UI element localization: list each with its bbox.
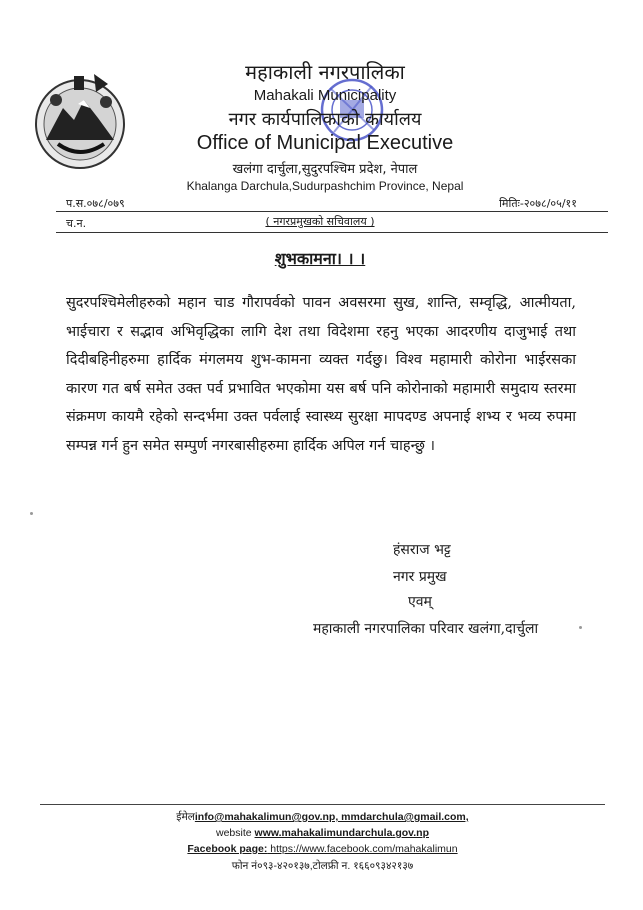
footer-divider <box>40 804 605 805</box>
scan-speck <box>579 626 582 629</box>
facebook-link[interactable]: https://www.facebook.com/mahakalimun <box>267 843 458 855</box>
municipality-name-english: Mahakali Municipality <box>253 87 397 104</box>
footer-website <box>80 827 565 839</box>
email-label: ईमेल <box>176 811 195 823</box>
facebook-label: Facebook page: <box>187 843 268 855</box>
scan-speck <box>30 512 33 515</box>
email-link[interactable]: info@mahakalimun@gov.np, mmdarchula@gmail.com, <box>194 811 469 823</box>
header-divider <box>56 211 608 212</box>
website-label: website <box>216 827 255 839</box>
footer-phone: फोन नं०९३-४२०१३७,टोलफ्री न. १६६०९३४२१३७ <box>231 860 414 872</box>
office-name-english: Office of Municipal Executive <box>196 132 454 154</box>
signatory-organization: महाकाली नगरपालिका परिवार खलंगा,दार्चुला <box>313 621 539 637</box>
reference-number: प.स.०७८/०७९ <box>66 197 125 210</box>
address-nepali: खलंगा दार्चुला,सुदुरपश्चिम प्रदेश, नेपाल <box>232 162 418 177</box>
nepal-emblem-icon <box>28 70 132 174</box>
signatory-designation: नगर प्रमुख <box>393 569 447 585</box>
header-divider-bottom <box>56 232 608 233</box>
office-name-nepali: नगर कार्यपालिकाको कार्यालय <box>228 109 422 130</box>
website-link[interactable]: www.mahakalimundarchula.gov.np <box>254 827 429 839</box>
letter-title: शुभकामना। । । <box>274 249 366 268</box>
letter-body: सुदरपश्चिमेलीहरुको महान चाड गौरापर्वको पावन अवसरमा सुख, शान्ति, सम्वृद्धि, आत्मीयता, भाईचारा र सद्भाव अभिवृद्धिका लागि देश तथा विदेशमा रहनु भएका आदरणीय दाजुभाई तथा दिदीबहिनीहरुमा हार्दिक मंगलमय शुभ-कामना व्यक्त गर्दछु। विश्व महामारी कोरोना भाईरसका कारण गत बर्ष समेत उक्त पर्व प्रभावित भएकोमा यस बर्ष पनि कोरोनाको महामारी समुदाय स्तरमा संक्रमण कायमै रहेको सन्दर्भमा उक्त पर्वलाई स्वास्थ्य सुरक्षा मापदण्ड अपनाई शभ्य र भव्य रुपमा सम्पन्न गर्न हुन समेत सम्पुर्ण नगरबासीहरुमा हार्दिक अपिल गर्न चाहन्छु । <box>66 295 576 454</box>
footer-facebook <box>80 843 565 855</box>
letter-date: मितिः-२०७८/०५/११ <box>499 197 577 210</box>
municipality-name-nepali: महाकाली नगरपालिका <box>245 60 405 84</box>
section-label: ( नगरप्रमुखको सचिवालय ) <box>265 215 375 228</box>
footer-email <box>80 810 565 824</box>
address-english: Khalanga Darchula,Sudurpashchim Province, Nepal <box>186 179 464 193</box>
signatory-name: हंसराज भट्ट <box>393 542 451 558</box>
signatory-and: एवम् <box>408 594 432 610</box>
dispatch-number: च.न. <box>66 217 87 230</box>
